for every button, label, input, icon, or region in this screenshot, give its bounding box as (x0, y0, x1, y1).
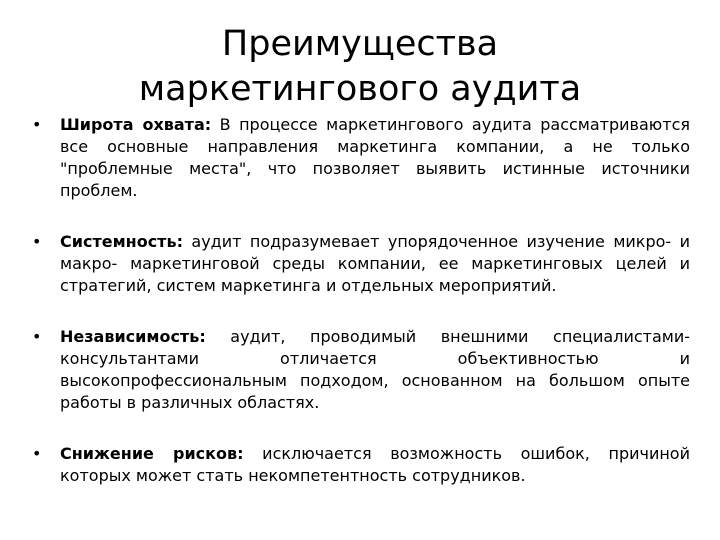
bullet-icon: • (32, 327, 42, 346)
bullet-text: В процессе маркетингового аудита рассматриваются все основные направления маркетинга компании, а не только "проблемные места", что позволяет выявить истинные источники проблем. (60, 115, 691, 200)
bullet-text: аудит подразумевает упорядоченное изучение микро- и макро- маркетинговой среды компании, ее маркетинговых целей и стратегий, систем маркетинга и отдельных мероприятий. (60, 232, 690, 295)
bullet-icon: • (32, 115, 42, 134)
bullet-text: аудит, проводимый внешними специалистами-консультантами отличается объективностью и высокопрофессиональным подходом, основанном на большом опыте работы в различных областях. (60, 327, 690, 412)
bullet-list (30, 114, 690, 516)
bullet-term: Системность: (60, 232, 183, 251)
bullet-item-risk-reduction (30, 443, 690, 487)
bullet-term: Снижение рисков: (60, 444, 244, 463)
bullet-item-systematic (30, 231, 690, 297)
bullet-icon: • (32, 444, 42, 463)
bullet-term: Независимость: (60, 327, 206, 346)
bullet-term: Широта охвата: (60, 115, 212, 134)
bullet-item-coverage (30, 114, 690, 202)
bullet-item-independence (30, 326, 690, 414)
bullet-icon: • (32, 232, 42, 251)
bullet-text: исключается возможность ошибок, причиной которых может стать некомпетентность сотрудников. (60, 444, 690, 485)
slide-title: Преимущества маркетингового аудита (138, 24, 582, 109)
